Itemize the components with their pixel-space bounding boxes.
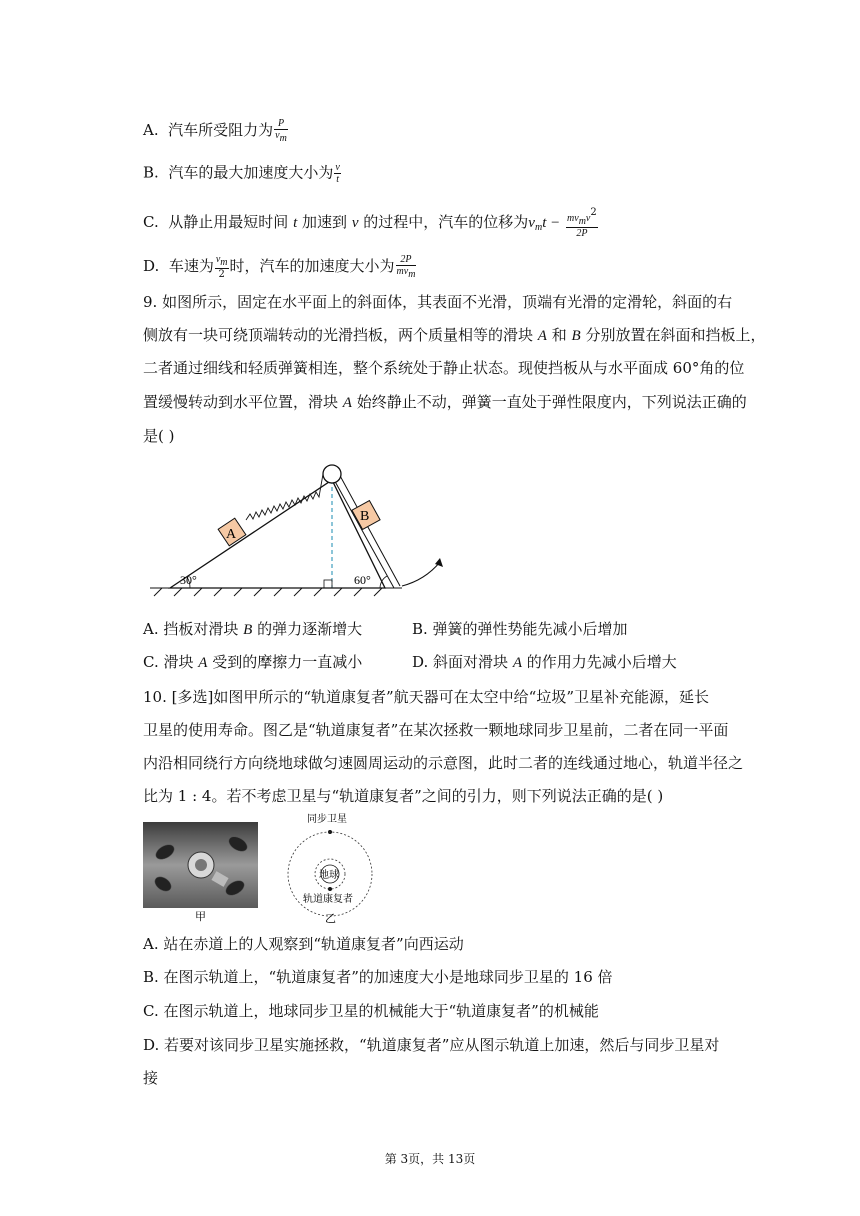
q9-option-d: D. 斜面对滑块 A 的作用力先减小后增大 (412, 653, 677, 671)
q10-option-b: B. 在图示轨道上，“轨道康复者”的加速度大小是地球同步卫星的 16 倍 (143, 968, 613, 986)
q8-d-fraction-accel: $\frac{2P}{\text{mvm}}$ (396, 254, 416, 280)
q8-option-a: A. 汽车所受阻力为 $\frac{P}{vm}$ (143, 118, 287, 144)
q9-stem-line-1: 9. 如图所示，固定在水平面上的斜面体，其表面不光滑，顶端有光滑的定滑轮，斜面的右 (143, 293, 733, 311)
q10-option-c: C. 在图示轨道上，地球同步卫星的机械能大于“轨道康复者”的机械能 (143, 1002, 599, 1020)
rotation-arrow-icon (402, 562, 440, 586)
q10-option-d-line-1: D. 若要对该同步卫星实施拯救，“轨道康复者”应从图示轨道上加速，然后与同步卫星对 (143, 1036, 720, 1054)
angle-60-label: 60° (354, 573, 371, 587)
figure-yi-craft-label: 轨道康复者 (303, 894, 353, 905)
q9-stem-line-3: 二者通过细线和轻质弹簧相连，整个系统处于静止状态。现使挡板从与水平面成 60°角的位 (143, 359, 745, 377)
figure-yi-caption: 乙 (325, 912, 336, 924)
spring-icon (246, 474, 323, 520)
orbital-restorer-dot (328, 887, 332, 891)
q8-c-fraction: $\frac{\text{mvmv2}}{2P}$ (567, 207, 597, 239)
q9-option-b: B. 弹簧的弹性势能先减小后增加 (412, 620, 628, 638)
q10-stem-line-2: 卫星的使用寿命。图乙是“轨道康复者”在某次拯救一颗地球同步卫星前，二者在同一平面 (143, 721, 729, 739)
block-a-label: A (226, 527, 237, 542)
figure-yi-earth-label: 地球 (319, 870, 339, 881)
figure-jia-spacecraft-photo (143, 822, 258, 922)
q8-option-c: C. 从静止用最短时间 t 加速到 v 的过程中，汽车的位移为$v_mt$ − $\frac{\text{mvmv2}}{2P}$ (143, 207, 597, 239)
q8-a-fraction: $\frac{P}{vm}$ (275, 118, 287, 144)
q10-stem-line-4: 比为 1 : 4。若不考虑卫星与“轨道康复者”之间的引力，则下列说法正确的是( ) (143, 787, 664, 805)
q8-b-fraction: $\frac{v}{t}$ (335, 162, 340, 185)
q10-stem-line-1: 10. [多选]如图甲所示的“轨道康复者”航天器可在太空中给“垃圾”卫星补充能源，延长 (143, 688, 710, 706)
q10-option-a: A. 站在赤道上的人观察到“轨道康复者”向西运动 (143, 935, 464, 953)
page-footer: 第 3页，共 13页 (384, 1152, 476, 1166)
q8-option-d: D. 车速为 $\frac{vm}{2}$ 时，汽车的加速度大小为 $\frac{2P}{\text{mvm}}$ (143, 254, 416, 280)
figure-yi-orbit-diagram (285, 812, 385, 924)
q9-option-c: C. 滑块 A 受到的摩擦力一直减小 (143, 653, 363, 671)
incline-body (170, 480, 385, 588)
figure-jia-caption: 甲 (195, 910, 206, 922)
q8-d-fraction-speed: $\frac{vm}{2}$ (215, 254, 228, 280)
angle-30-label: 30° (180, 573, 197, 587)
q9-option-a: A. 挡板对滑块 B 的弹力逐渐增大 (143, 620, 363, 638)
pulley-icon (323, 465, 341, 483)
block-b-label: B (360, 509, 370, 524)
q9-stem-line-2: 侧放有一块可绕顶端转动的光滑挡板，两个质量相等的滑块 A 和 B 分别放置在斜面和挡板上， (143, 326, 766, 344)
q10-stem-line-3: 内沿相同绕行方向绕地球做匀速圆周运动的示意图，此时二者的连线通过地心，轨道半径之 (143, 754, 744, 772)
q9-stem-line-5: 是( ) (143, 427, 175, 445)
q9-incline-diagram (140, 458, 460, 608)
q10-option-d-line-2: 接 (143, 1069, 159, 1087)
q9-stem-line-4: 置缓慢转动到水平位置，滑块 A 始终静止不动，弹簧一直处于弹性限度内，下列说法正确的 (143, 393, 747, 411)
figure-yi-sync-satellite-label: 同步卫星 (307, 814, 347, 825)
q8-option-b: B. 汽车的最大加速度大小为 $\frac{v}{t}$ (143, 162, 340, 185)
